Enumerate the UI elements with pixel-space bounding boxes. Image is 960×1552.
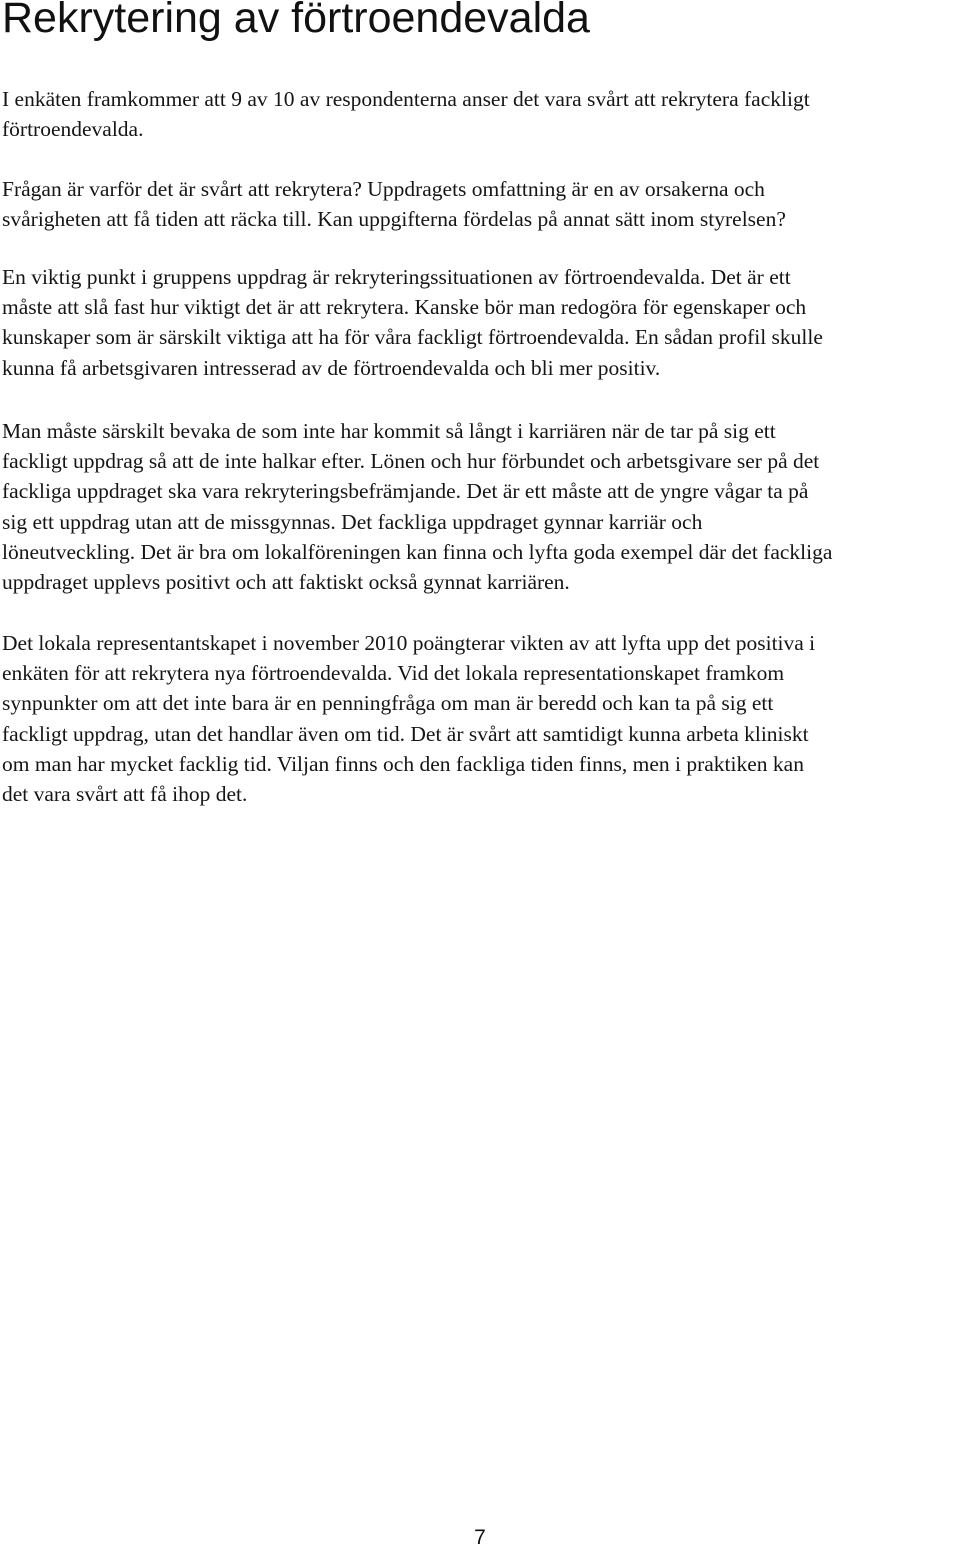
paragraph-local-representatives <box>2 628 958 809</box>
page-number: 7 <box>474 1526 486 1549</box>
text-line: om man har mycket facklig tid. Viljan finns och den fackliga tiden finns, men i praktiken kan <box>2 751 804 776</box>
text-line: I enkäten framkommer att 9 av 10 av respondenterna anser det vara svårt att rekrytera fackligt <box>2 87 810 111</box>
text-line: kunna få arbetsgivaren intresserad av de förtroendevalda och bli mer positiv. <box>2 355 661 380</box>
text-line: Det lokala representantskapet i november 2010 poängterar vikten av att lyfta upp det positiva i <box>2 631 816 655</box>
paragraph-recruitment-question <box>2 174 958 234</box>
paragraph-career-protection <box>2 416 958 597</box>
text-line: förtroendevalda. <box>2 117 144 142</box>
paragraph-group-assignment <box>2 262 958 383</box>
text-line: kunskaper som är särskilt viktiga att ha för våra fackligt förtroendevalda. En sådan profil skulle <box>2 325 823 350</box>
text-line: det vara svårt att få ihop det. <box>2 782 248 807</box>
text-line: En viktig punkt i gruppens uppdrag är rekryteringssituationen av förtroendevalda. Det är ett <box>2 265 791 289</box>
text-line: fackligt uppdrag, utan det handlar även om tid. Det är svårt att samtidigt kunna arbeta kliniskt <box>2 721 809 746</box>
text-line: svårigheten att få tiden att räcka till. Kan uppgifterna fördelas på annat sätt inom styrelsen? <box>2 207 786 232</box>
text-line: måste att slå fast hur viktigt det är att rekrytera. Kanske bör man redogöra för egenskaper och <box>2 295 807 320</box>
text-line: sig ett uppdrag utan att de missgynnas. Det fackliga uppdraget gynnar karriär och <box>2 509 703 534</box>
text-line: Frågan är varför det är svårt att rekrytera? Uppdragets omfattning är en av orsakerna och <box>2 177 765 201</box>
text-line: fackligt uppdrag så att de inte halkar efter. Lönen och hur förbundet och arbetsgivare ser på det <box>2 449 820 474</box>
paragraph-survey-result <box>2 84 958 144</box>
text-line: uppdraget upplevs positivt och att faktiskt också gynnat karriären. <box>2 570 570 595</box>
text-line: fackliga uppdraget ska vara rekryteringsbefrämjande. Det är ett måste att de yngre vågar ta på <box>2 479 809 504</box>
text-line: löneutveckling. Det är bra om lokalföreningen kan finna och lyfta goda exempel där det fackliga <box>2 539 833 564</box>
text-line: synpunkter om att det inte bara är en penningfråga om man är beredd och kan ta på sig ett <box>2 691 774 716</box>
text-line: enkäten för att rekrytera nya förtroendevalda. Vid det lokala representationskapet framkom <box>2 661 785 686</box>
page-title: Rekrytering av förtroendevalda <box>2 0 590 42</box>
text-line: Man måste särskilt bevaka de som inte har kommit så långt i karriären när de tar på sig ett <box>2 419 776 443</box>
